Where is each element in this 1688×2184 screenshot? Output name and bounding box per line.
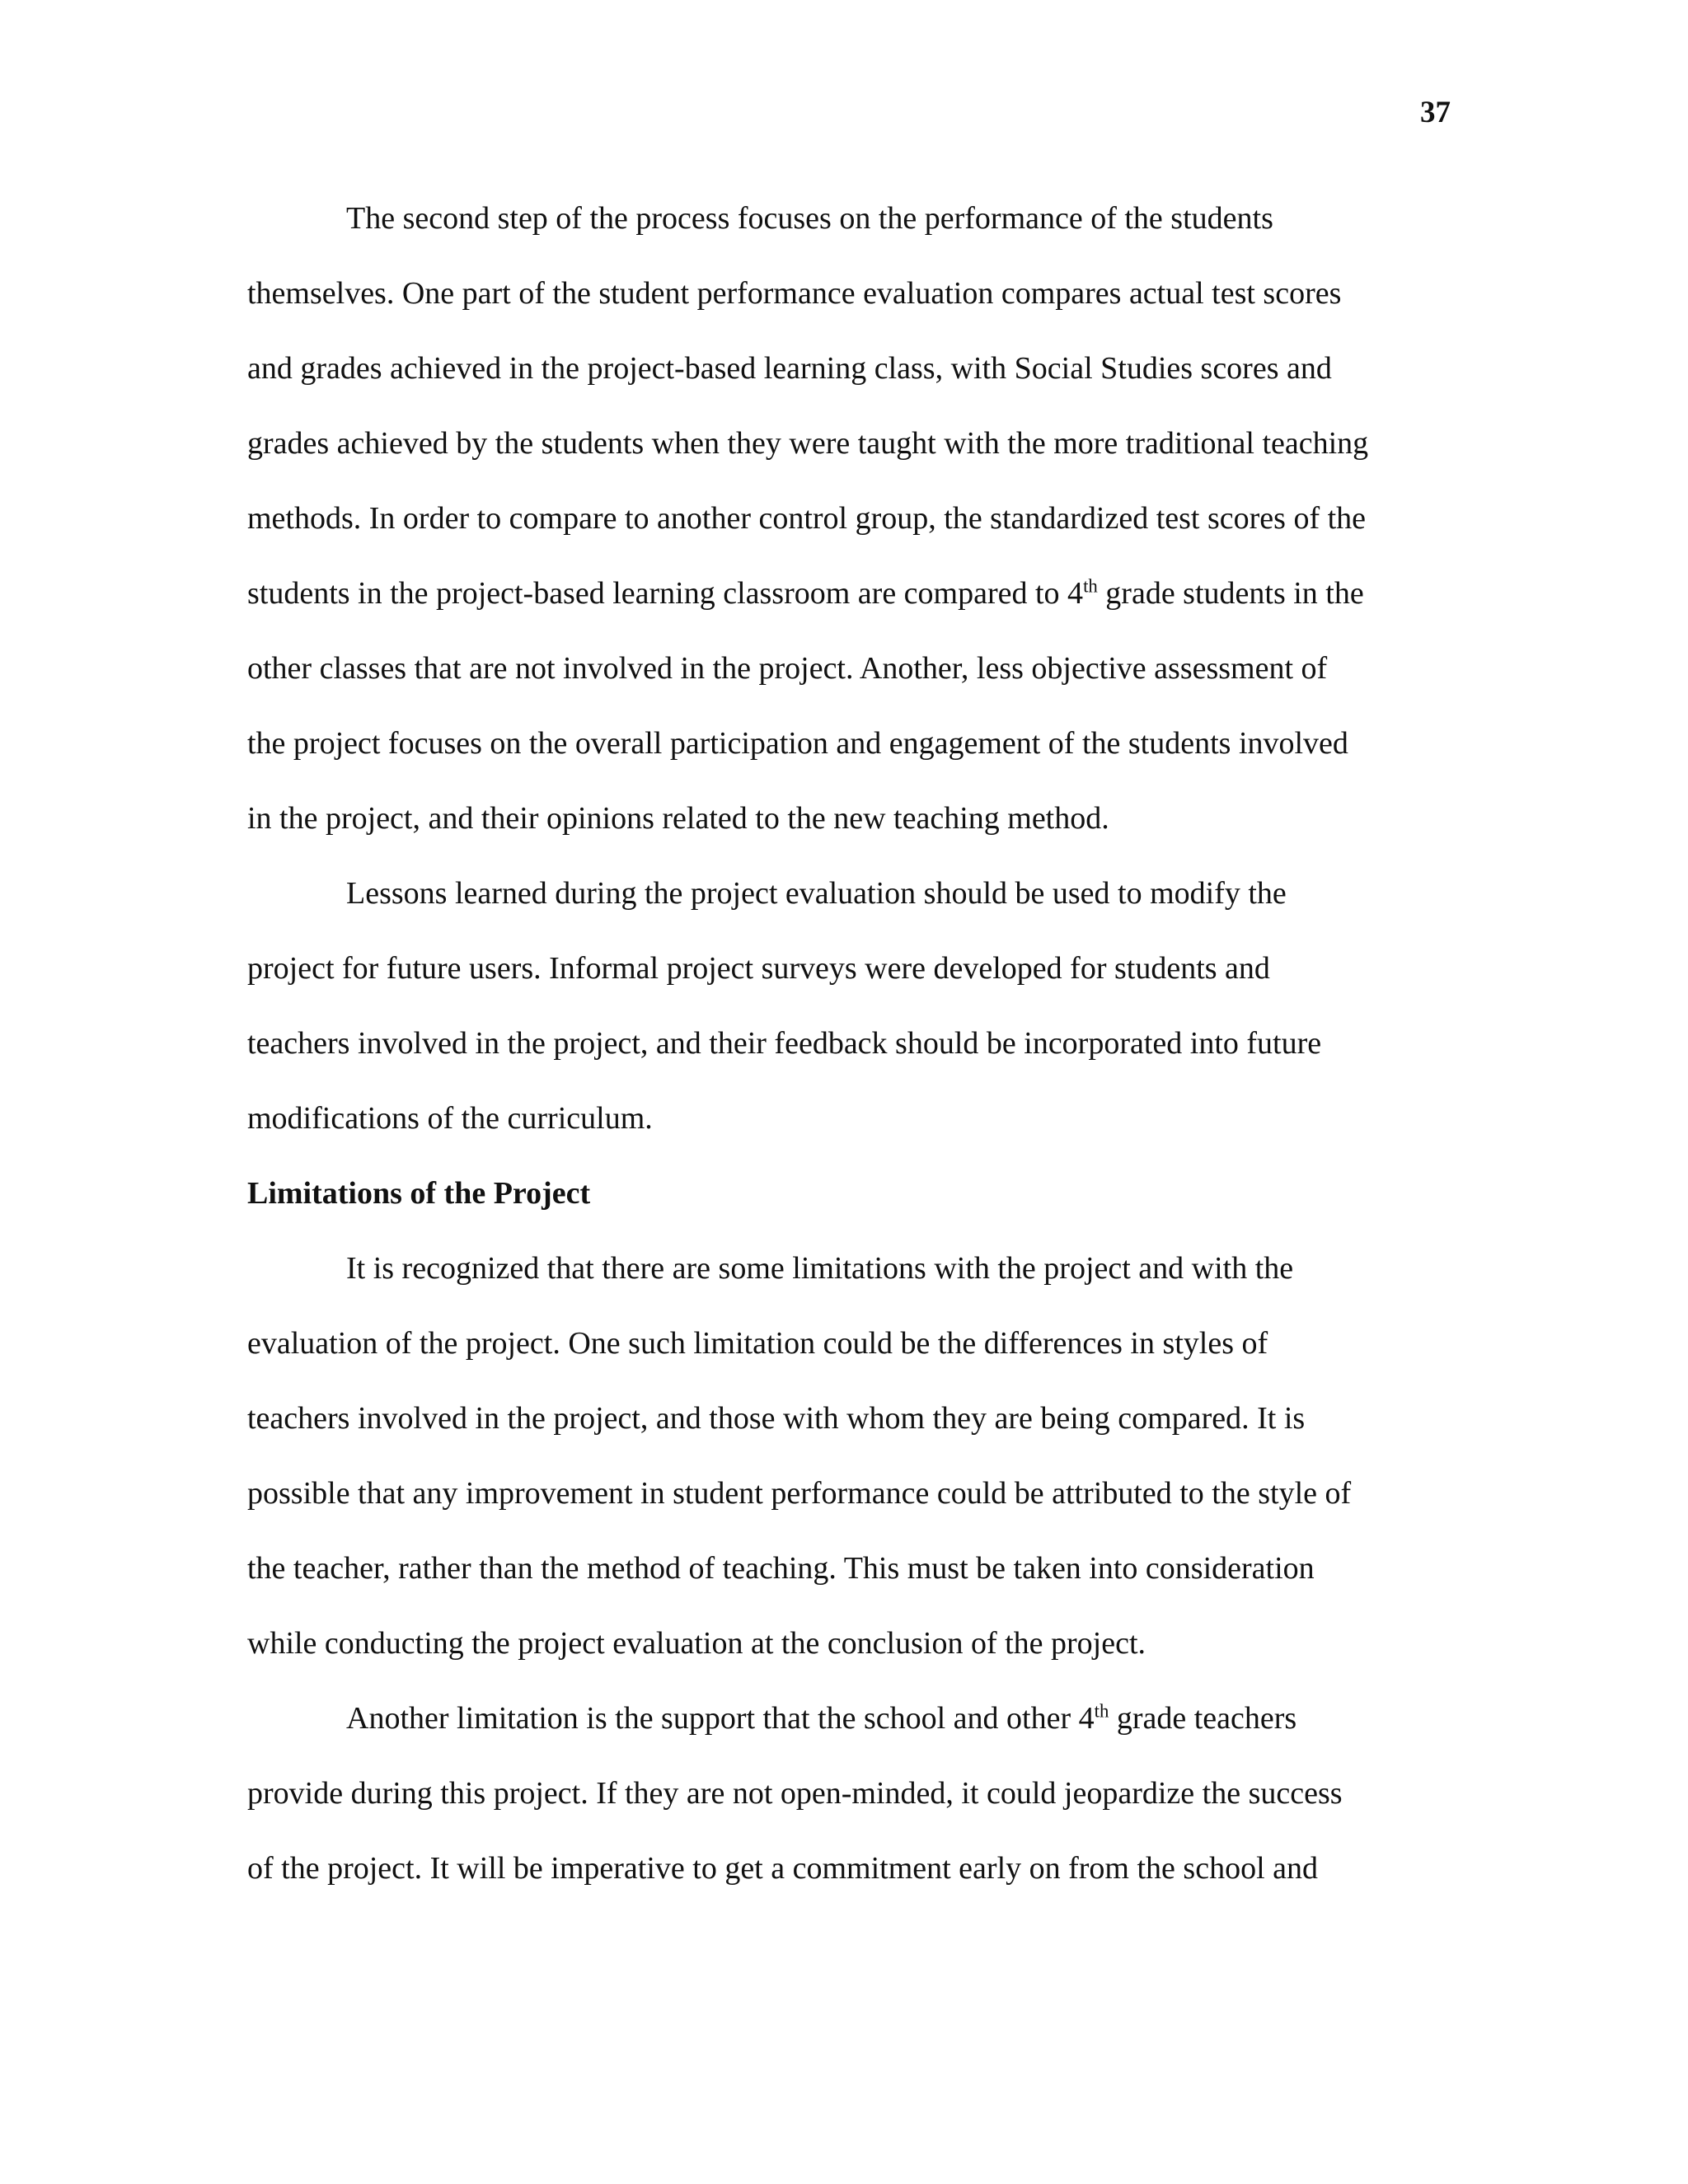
text-line (346, 1700, 1297, 1736)
text-line: other classes that are not involved in the project. Another, less objective assessment of (247, 651, 1328, 686)
superscript-th: th (1094, 1700, 1109, 1722)
text-line: grades achieved by the students when they were taught with the more traditional teaching (247, 426, 1369, 461)
text-line: and grades achieved in the project-based learning class, with Social Studies scores and (247, 351, 1332, 386)
text-line: methods. In order to compare to another control group, the standardized test scores of the (247, 501, 1367, 536)
text-fragment: grade students in the (1097, 576, 1364, 611)
text-line: teachers involved in the project, and those with whom they are being compared. It is (247, 1401, 1306, 1436)
text-line: project for future users. Informal project surveys were developed for students and (247, 951, 1270, 986)
text-fragment: Another limitation is the support that the school and other 4 (346, 1701, 1095, 1736)
text-line: while conducting the project evaluation at the conclusion of the project. (247, 1626, 1146, 1661)
page-number: 37 (1420, 96, 1451, 129)
text-line: modifications of the curriculum. (247, 1101, 653, 1136)
text-line: It is recognized that there are some limitations with the project and with the (346, 1251, 1294, 1286)
text-line: Lessons learned during the project evaluation should be used to modify the (346, 876, 1287, 911)
text-line: provide during this project. If they are not open-minded, it could jeopardize the success (247, 1776, 1343, 1811)
text-line: themselves. One part of the student performance evaluation compares actual test scores (247, 276, 1342, 311)
text-line: in the project, and their opinions related to the new teaching method. (247, 801, 1109, 836)
text-fragment: students in the project-based learning classroom are compared to 4 (247, 576, 1084, 611)
text-line: of the project. It will be imperative to get a commitment early on from the school and (247, 1851, 1318, 1886)
text-line: teachers involved in the project, and their feedback should be incorporated into future (247, 1026, 1322, 1061)
text-line: the teacher, rather than the method of teaching. This must be taken into consideration (247, 1551, 1315, 1586)
text-fragment: grade teachers (1109, 1701, 1297, 1736)
text-line (247, 575, 1364, 611)
text-line: the project focuses on the overall participation and engagement of the students involved (247, 726, 1348, 761)
text-line: evaluation of the project. One such limitation could be the differences in styles of (247, 1326, 1268, 1361)
text-line: The second step of the process focuses on the performance of the students (346, 201, 1273, 236)
section-heading: Limitations of the Project (247, 1176, 591, 1211)
text-line: possible that any improvement in student performance could be attributed to the style of (247, 1476, 1352, 1511)
superscript-th: th (1083, 575, 1098, 597)
